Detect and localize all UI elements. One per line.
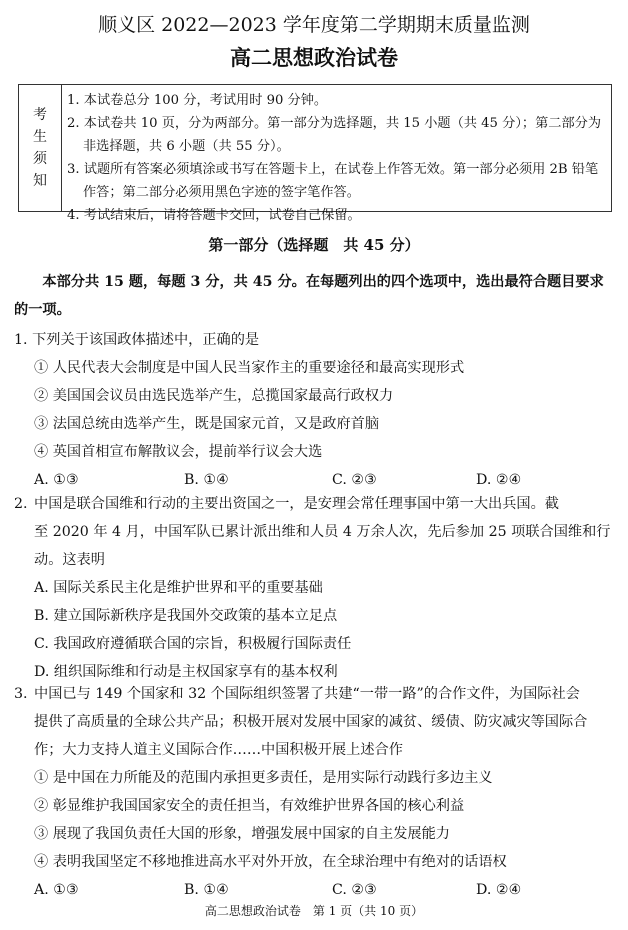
notice-item: 1. 本试卷总分 100 分，考试用时 90 分钟。 xyxy=(67,93,328,108)
option: B. 建立国际新秩序是我国外交政策的基本立足点 xyxy=(34,608,338,624)
question-stem-text: 至 2020 年 4 月，中国军队已累计派出维和人员 4 万余人次，先后参加 25 项联合国维和行 xyxy=(34,524,611,540)
notice-item: 2. 本试卷共 10 页，分为两部分。第一部分为选择题，共 15 小题（共 45 分）；第二部分为非选择题，共 6 小题（共 55 分）。 xyxy=(67,116,602,154)
option: C. 我国政府遵循联合国的宗旨，积极履行国际责任 xyxy=(34,636,352,652)
choice-d: D. ②④ xyxy=(476,882,522,898)
exam-title: 顺义区 2022—2023 学年度第二学期期末质量监测 xyxy=(98,14,530,36)
choice-b: B. ①④ xyxy=(184,472,229,488)
exam-subject-title: 高二思想政治试卷 xyxy=(230,45,398,70)
choice-d: D. ②④ xyxy=(476,472,522,488)
choice-c: C. ②③ xyxy=(332,882,377,898)
candidate-notice-box xyxy=(18,84,612,223)
section-instructions: 本部分共 15 题，每题 3 分，共 45 分。在每题列出的四个选项中，选出最符合题目要求的一项。 xyxy=(14,274,604,318)
notice-label-char: 须 xyxy=(33,151,47,167)
question-1 xyxy=(14,326,614,494)
question-stem-text: 动。这表明 xyxy=(34,552,105,568)
notice-items xyxy=(67,89,607,227)
choice-a: A. ①③ xyxy=(34,882,79,898)
question-stem-text: 作；大力支持人道主义国际合作……中国积极开展上述合作 xyxy=(34,742,403,758)
statement: ② 美国国会议员由选民选举产生，总揽国家最高行政权力 xyxy=(34,388,394,404)
notice-label-char: 考 xyxy=(33,107,47,123)
question-stem-text: 中国已与 149 个国家和 32 个国际组织签署了共建“一带一路”的合作文件，为国际社会 xyxy=(34,686,580,702)
choice-c: C. ②③ xyxy=(332,472,377,488)
page-footer: 高二思想政治试卷 第 1 页（共 10 页） xyxy=(204,904,424,918)
question-2 xyxy=(14,490,614,686)
question-stem xyxy=(14,326,614,354)
notice-label-char: 生 xyxy=(33,129,47,145)
notice-item: 4. 考试结束后，请将答题卡交回，试卷自己保留。 xyxy=(67,208,361,223)
statement: ③ 法国总统由选举产生，既是国家元首，又是政府首脑 xyxy=(34,416,380,432)
notice-label-char: 知 xyxy=(33,173,47,189)
statement: ③ 展现了我国负责任大国的形象，增强发展中国家的自主发展能力 xyxy=(34,826,450,842)
question-stem-text: 下列关于该国政体描述中，正确的是 xyxy=(32,332,260,348)
statement: ① 人民代表大会制度是中国人民当家作主的重要途径和最高实现形式 xyxy=(34,360,465,376)
option: D. 组织国际维和行动是主权国家享有的基本权利 xyxy=(34,664,338,680)
notice-label xyxy=(19,85,62,211)
question-number: 3. xyxy=(14,686,28,702)
question-number: 2. xyxy=(14,496,28,512)
question-stem-text: 提供了高质量的全球公共产品；积极开展对发展中国家的减贫、缓债、防灾减灾等国际合 xyxy=(34,714,588,730)
question-stem xyxy=(14,490,614,518)
statement: ② 彰显维护我国国家安全的责任担当，有效维护世界各国的核心利益 xyxy=(34,798,465,814)
question-3 xyxy=(14,680,614,904)
question-stem xyxy=(14,680,614,708)
notice-item: 3. 试题所有答案必须填涂或书写在答题卡上，在试卷上作答无效。第一部分必须用 2B 铅笔作答；第二部分必须用黑色字迹的签字笔作答。 xyxy=(67,162,599,200)
statement: ④ 英国首相宣布解散议会，提前举行议会大选 xyxy=(34,444,323,460)
statement: ④ 表明我国坚定不移地推进高水平对外开放，在全球治理中有绝对的话语权 xyxy=(34,854,507,870)
section-title: 第一部分（选择题 共 45 分） xyxy=(208,236,420,254)
choice-b: B. ①④ xyxy=(184,882,229,898)
statement: ① 是中国在力所能及的范围内承担更多责任，是用实际行动践行多边主义 xyxy=(34,770,493,786)
option: A. 国际关系民主化是维护世界和平的重要基础 xyxy=(34,580,323,596)
answer-choices xyxy=(14,876,614,904)
question-stem-text: 中国是联合国维和行动的主要出资国之一，是安理会常任理事国中第一大出兵国。截 xyxy=(34,496,559,512)
question-number: 1. xyxy=(14,332,28,348)
choice-a: A. ①③ xyxy=(34,472,79,488)
